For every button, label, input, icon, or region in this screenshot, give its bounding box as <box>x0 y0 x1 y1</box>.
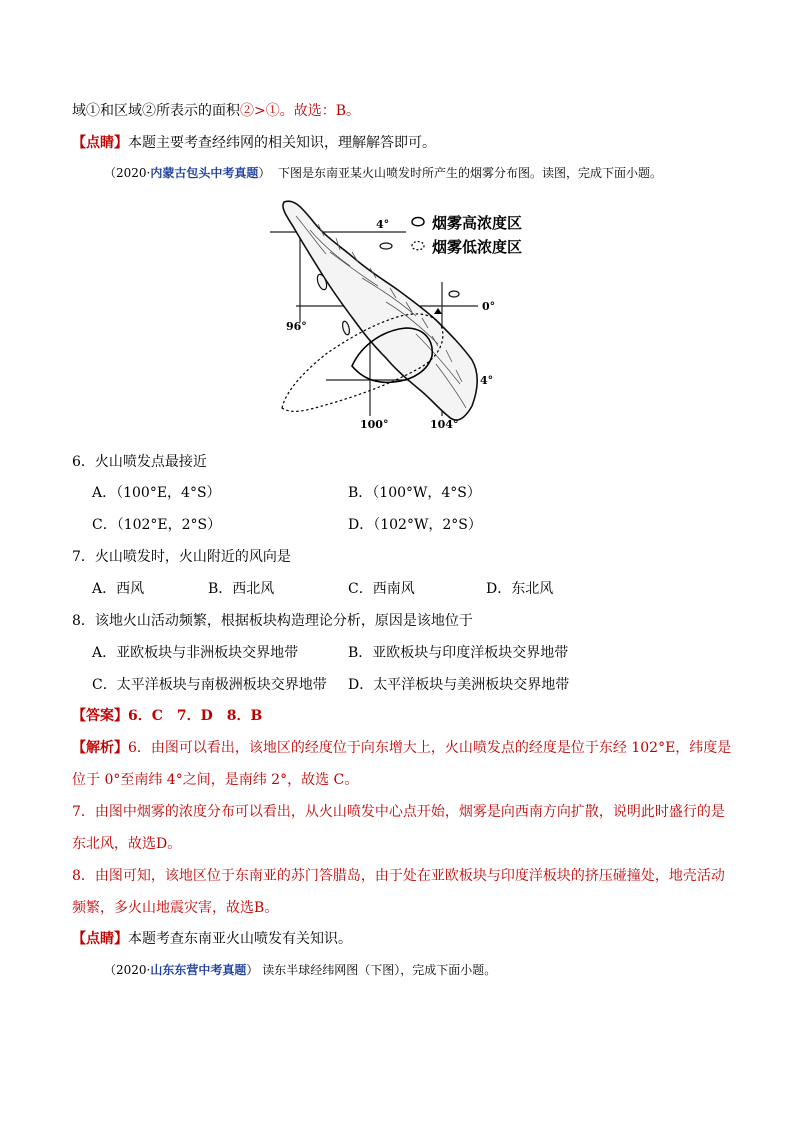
source-line-2: （2020·山东东营中考真题） 读东半球经纬网图（下图），完成下面小题。 <box>104 963 497 977</box>
volcano-icon <box>434 308 442 314</box>
lat-label-0: 0° <box>482 300 496 313</box>
prev-conclusion: 域①和区域②所表示的面积②>①。故选：B。 <box>72 103 361 119</box>
lon-label-104: 104° <box>430 418 459 431</box>
q8-stem: 8．该地火山活动频繁，根据板块构造理论分析，原因是该地位于 <box>72 613 473 629</box>
lat-label-4s: 4° <box>480 374 494 387</box>
q6-option-d[interactable]: D．（102°W，2°S） <box>348 517 482 533</box>
lon-label-96: 96° <box>286 320 307 333</box>
lon-label-100: 100° <box>360 418 389 431</box>
q7-stem: 7．火山喷发时，火山附近的风向是 <box>72 549 291 565</box>
q7-option-b[interactable]: B．西北风 <box>208 581 275 597</box>
q7-option-d[interactable]: D．东北风 <box>486 581 554 597</box>
analysis-line-3: 7．由图中烟雾的浓度分布可以看出，从火山喷发中心点开始，烟雾是向西南方向扩散，说明此时盛行的是 <box>72 804 725 820</box>
legend-low-label: 烟雾低浓度区 <box>432 238 523 256</box>
q6-option-a[interactable]: A．（100°E，4°S） <box>92 485 221 501</box>
q8-option-d[interactable]: D．太平洋板块与美洲板块交界地带 <box>348 677 570 693</box>
q7-option-a[interactable]: A．西风 <box>92 581 145 597</box>
legend-high-label: 烟雾高浓度区 <box>432 214 523 232</box>
q7-option-c[interactable]: C．西南风 <box>348 581 415 597</box>
q6-option-b[interactable]: B．（100°W，4°S） <box>348 485 481 501</box>
source-line-1: （2020·内蒙古包头中考真题） 下图是东南亚某火山喷发时所产生的烟雾分布图。读图，完成下面小题。 <box>104 166 663 180</box>
q6-stem: 6．火山喷发点最接近 <box>72 454 207 470</box>
lat-label-4n: 4° <box>376 218 390 231</box>
legend-high-icon <box>412 218 424 226</box>
q8-option-b[interactable]: B．亚欧板块与印度洋板块交界地带 <box>348 645 569 661</box>
analysis-line-1: 【解析】6．由图可以看出，该地区的经度位于向东增大上，火山喷发点的经度是位于东经 102°E，纬度是 <box>72 740 732 756</box>
answer-line: 【答案】6．C 7．D 8．B <box>72 708 263 724</box>
analysis-line-5: 8．由图可知，该地区位于东南亚的苏门答腊岛，由于处在亚欧板块与印度洋板块的挤压碰撞处，地壳活动 <box>72 868 725 884</box>
map-legend <box>412 214 522 256</box>
legend-low-icon <box>412 242 424 250</box>
q6-option-c[interactable]: C．（102°E，2°S） <box>92 517 222 533</box>
q8-option-a[interactable]: A．亚欧板块与非洲板块交界地带 <box>92 645 299 661</box>
analysis-line-4: 东北风，故选D。 <box>72 836 182 852</box>
analysis-line-2: 位于 0°至南纬 4°之间，是南纬 2°，故选 C。 <box>72 772 359 788</box>
analysis-line-6: 频繁，多火山地震灾害，故选B。 <box>72 900 279 916</box>
tip-2: 【点睛】本题考查东南亚火山喷发有关知识。 <box>72 931 352 947</box>
prev-tip: 【点睛】本题主要考查经纬网的相关知识，理解解答即可。 <box>72 135 436 151</box>
volcano-smoke-map <box>266 194 534 432</box>
q8-option-c[interactable]: C．太平洋板块与南极洲板块交界地带 <box>92 677 327 693</box>
